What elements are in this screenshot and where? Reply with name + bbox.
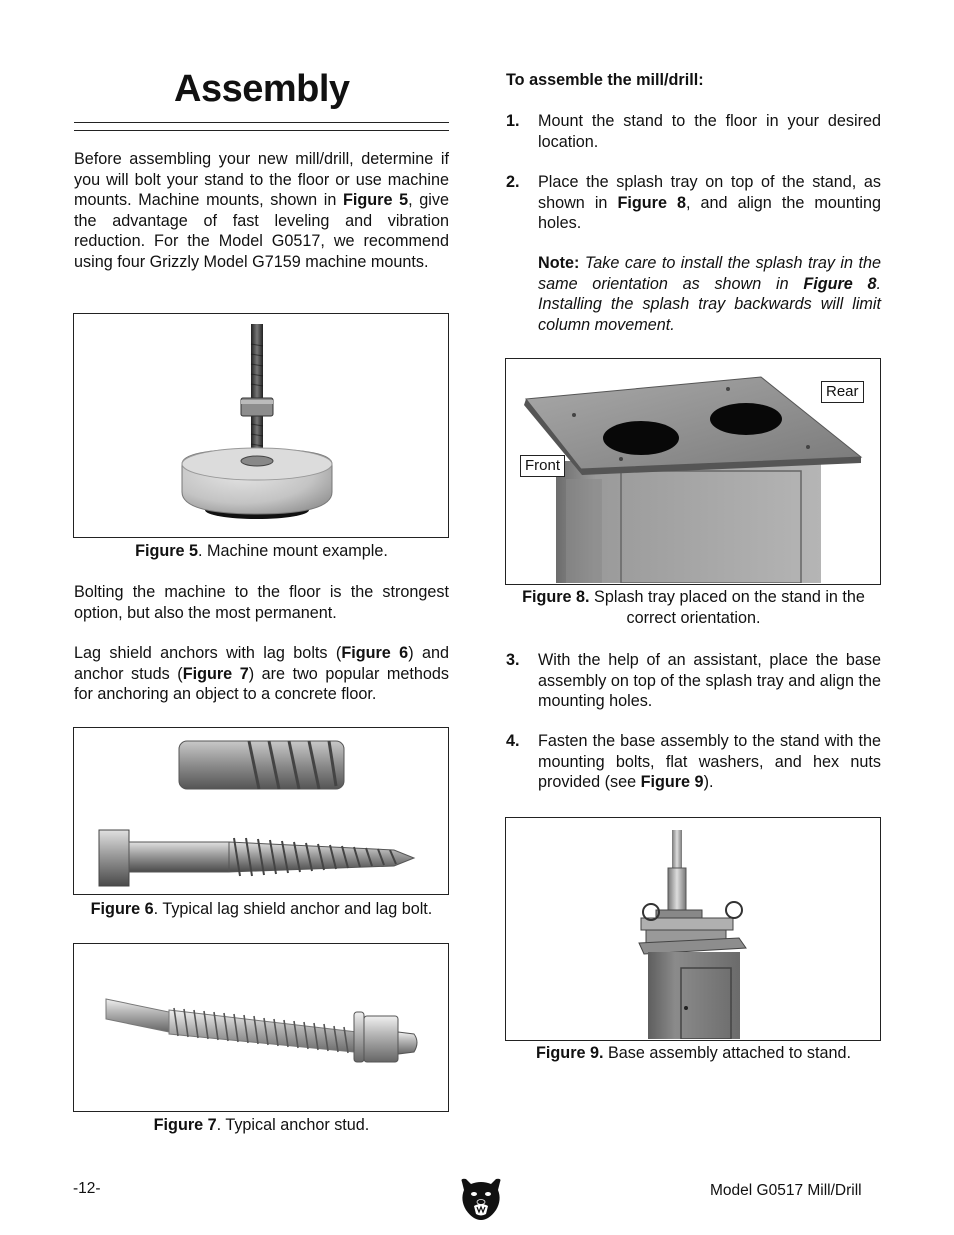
- machine-mount-illustration: [74, 314, 447, 536]
- step-4-number: 4.: [506, 732, 520, 750]
- intro-paragraph: Before assembling your new mill/drill, determine if you will bolt your stand to the floor or use machine mounts. Machine mounts, shown in Figure 5, give the advantage of fast leveling and vibration reduction. For the Model G0517, we recommend using four Grizzly Model G7159 machine mounts.: [74, 150, 449, 271]
- assembly-heading: To assemble the mill/drill:: [506, 71, 704, 89]
- grizzly-bear-logo-icon: [458, 1176, 504, 1222]
- figure-6-caption: Figure 6. Typical lag shield anchor and lag bolt.: [90, 900, 433, 918]
- note-figure-8-ref: Figure 8: [803, 274, 877, 293]
- figure-6-ref: Figure 6: [341, 644, 409, 662]
- lag-shield-and-bolt-illustration: [74, 728, 447, 893]
- figure-7-ref: Figure 7: [182, 664, 249, 683]
- page-number: -12-: [73, 1180, 101, 1197]
- figure-6-image: [73, 727, 449, 895]
- figure-9-image: [505, 817, 881, 1041]
- page-title: Assembly: [174, 68, 350, 110]
- figure-8-caption: Figure 8. Splash tray placed on the stand in the correct orientation.: [522, 588, 865, 627]
- model-footer: Model G0517 Mill/Drill: [710, 1182, 862, 1199]
- title-rule-bottom: [74, 130, 449, 131]
- note-label: Note:: [538, 254, 580, 272]
- step-2-text: Place the splash tray on top of the stand, as shown in Figure 8, and align the mounting holes.: [538, 173, 881, 232]
- front-label: Front: [520, 455, 565, 477]
- figure-7-image: [73, 943, 449, 1112]
- figure-5-ref: Figure 5: [343, 191, 409, 209]
- bolting-paragraph: Bolting the machine to the floor is the strongest option, but also the most permanent.: [74, 583, 449, 622]
- figure-7-caption: Figure 7. Typical anchor stud.: [153, 1116, 370, 1134]
- step-4-text: Fasten the base assembly to the stand with the mounting bolts, flat washers, and hex nuts provided (see Figure 9).: [538, 732, 881, 791]
- figure-5-caption: Figure 5. Machine mount example.: [135, 542, 388, 560]
- step-3-number: 3.: [506, 651, 520, 669]
- lag-paragraph: Lag shield anchors with lag bolts (Figure 6) and anchor studs (Figure 7) are two popular methods for anchoring an object to a concrete floor.: [74, 644, 449, 703]
- step-1-text: Mount the stand to the floor in your desired location.: [538, 112, 881, 151]
- step-3-text: With the help of an assistant, place the base assembly on top of the splash tray and align the mounting holes.: [538, 651, 881, 710]
- figure-8-ref: Figure 8: [617, 193, 686, 212]
- step-2-number: 2.: [506, 173, 520, 191]
- figure-9-ref: Figure 9: [640, 773, 704, 791]
- rear-label: Rear: [821, 381, 864, 403]
- figure-9-caption: Figure 9. Base assembly attached to stand.: [536, 1044, 851, 1062]
- title-rule-top: [74, 122, 449, 123]
- step-1-number: 1.: [506, 112, 520, 130]
- anchor-stud-illustration: [74, 944, 447, 1110]
- base-on-stand-illustration: [506, 818, 879, 1039]
- note-paragraph: Note: Take care to install the splash tray in the same orientation as shown in Figure 8. Installing the splash tray backwards will limit column movement.: [538, 254, 882, 334]
- figure-5-image: [73, 313, 449, 538]
